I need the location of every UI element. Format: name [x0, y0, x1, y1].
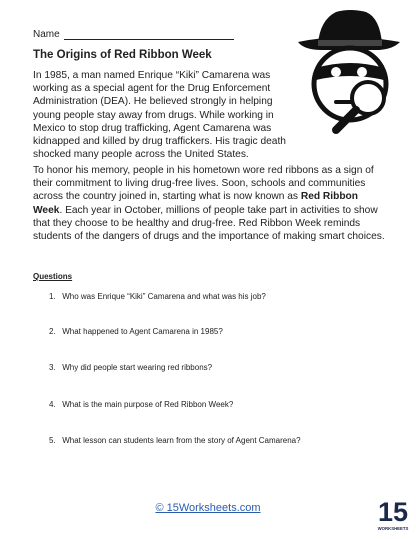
- question-1: [49, 292, 266, 301]
- question-text: Why did people start wearing red ribbons?: [62, 363, 213, 372]
- question-5: [49, 436, 301, 445]
- question-number: 4.: [49, 400, 56, 409]
- question-4: [49, 400, 233, 409]
- question-number: 1.: [49, 292, 56, 301]
- questions-heading: Questions: [33, 272, 73, 281]
- question-3: [49, 363, 212, 372]
- paragraph-2-bold: Red Ribbon Week: [33, 191, 358, 216]
- page-title: The Origins of Red Ribbon Week: [33, 49, 212, 61]
- name-line[interactable]: [64, 30, 234, 40]
- paragraph-1: In 1985, a man named Enrique “Kiki” Camarena was working as a special agent for the Drug Enforcement Administration (DEA). He believed strongly in helping young people stay away from drugs. While working in Mexico to stop drug trafficking, Agent Camarena was kidnapped and killed by drug traffickers. His tragic death shocked many people across the United States.: [33, 70, 286, 161]
- detective-icon: [296, 6, 402, 138]
- footer: [0, 502, 416, 514]
- question-text: What is the main purpose of Red Ribbon Week?: [62, 400, 234, 409]
- footer-link[interactable]: [155, 502, 260, 514]
- name-row: [33, 29, 234, 40]
- footer-site: 15Worksheets.com: [166, 502, 261, 514]
- question-text: What lesson can students learn from the story of Agent Camarena?: [62, 436, 301, 445]
- question-2: [49, 327, 223, 336]
- logo-caption: WORKSHEETS: [377, 526, 409, 531]
- copyright-symbol: ©: [155, 502, 164, 514]
- name-label: Name: [33, 29, 60, 40]
- paragraph-2-after: . Each year in October, millions of people take part in activities to show that they choose to be healthy and drug-free. Red Ribbon Week reminds students of the dangers of drugs and the importance of making smart choices.: [33, 204, 385, 243]
- paragraph-2: [33, 164, 385, 243]
- logo-number: 15: [377, 497, 409, 527]
- paragraph-2-before: To honor his memory, people in his hometown wore red ribbons as a sign of their commitment to living drug-free lives. Soon, schools and communities across the country joined in, starting what is now known as: [33, 165, 374, 203]
- question-number: 2.: [49, 327, 56, 336]
- question-number: 5.: [49, 436, 56, 445]
- worksheets-logo-icon: [376, 493, 410, 533]
- question-text: Who was Enrique “Kiki” Camarena and what was his job?: [62, 292, 266, 301]
- question-text: What happened to Agent Camarena in 1985?: [62, 327, 223, 336]
- question-number: 3.: [49, 363, 56, 372]
